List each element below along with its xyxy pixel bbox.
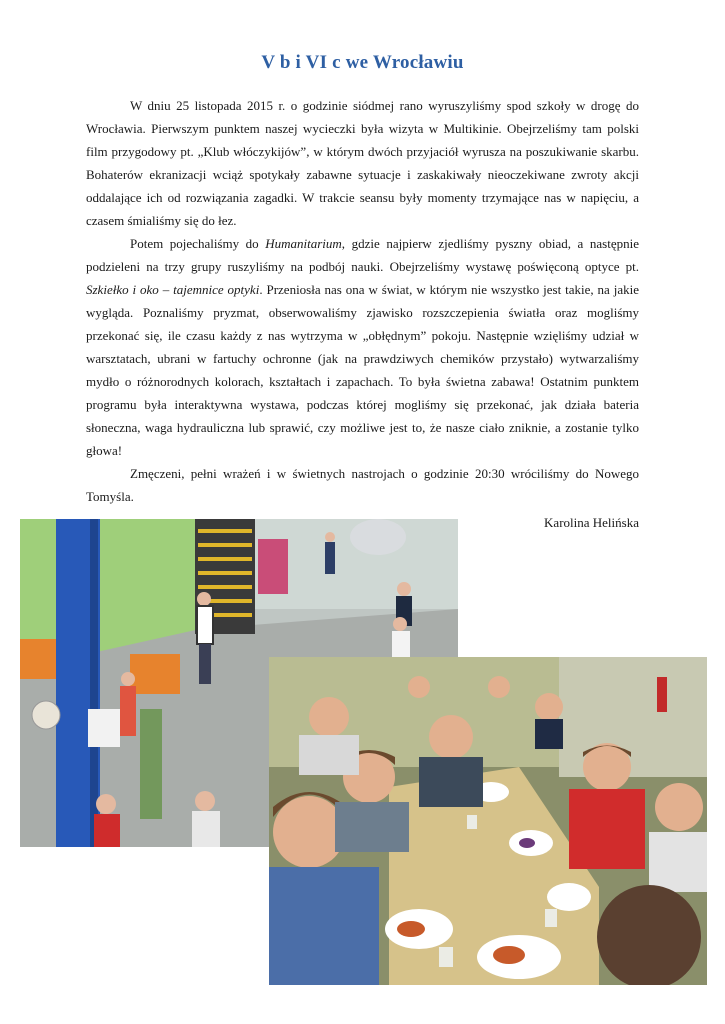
article-paragraph: [86, 462, 639, 508]
article-body: [86, 94, 639, 508]
italic-title-text: Szkiełko i oko – tajemnice optyki: [86, 282, 260, 297]
paragraph-text: W dniu 25 listopada 2015 r. o godzinie siódmej rano wyruszyliśmy spod szkoły w drogę do Wrocławia. Pierwszym punktem naszej wycieczki była wizyta w Multikinie. Obejrzeliśmy tam polski film przygodowy pt. „Klub włóczykijów”, w którym dwóch przyjaciół wyrusza na poszukiwanie skarbu. Bohaterów ekranizacji wciąż spotykały zabawne sytuacje i zaskakiwały nieoczekiwane zwroty akcji oddalające ich od rozwiązania zagadki. W trakcie seansu były momenty trzymające nas w napięciu, a czasem śmialiśmy się do łez.: [86, 98, 639, 228]
lunch-photo: [269, 657, 707, 985]
paragraph-text: Potem pojechaliśmy do: [130, 236, 266, 251]
article-paragraph: [86, 94, 639, 232]
paragraph-text: Zmęczeni, pełni wrażeń i w świetnych nastrojach o godzinie 20:30 wróciliśmy do Nowego Tomyśla.: [86, 466, 639, 504]
author-signature: Karolina Helińska: [544, 515, 639, 530]
paragraph-text: , gdzie najpierw zjedliśmy pyszny obiad, a następnie podzieleni na trzy grupy ruszyliśmy na podbój nauki. Obejrzeliśmy wystawę poświęconą optyce pt.: [86, 236, 639, 274]
italic-title-text: Humanitarium: [265, 236, 342, 251]
article-paragraph: [86, 232, 639, 462]
page-title: V b i VI c we Wrocławiu: [261, 52, 464, 73]
paragraph-text: . Przeniosła nas ona w świat, w którym nie wszystko jest takie, na jakie wygląda. Poznaliśmy pryzmat, obserwowaliśmy zjawisko rozszczepienia światła oraz mogliśmy przekonać się, ile czasu każdy z nas wytrzyma w „obłędnym” pokoju. Następnie wzięliśmy udział w warsztatach, ubrani w fartuchy ochronne (jak na prawdziwych chemików przystało) wytwarzaliśmy mydło o różnorodnych kolorach, kształtach i zapachach. To była świetna zabawa! Ostatnim punktem programu była interaktywna wystawa, podczas której mogliśmy się przekonać, jak działa bateria słoneczna, waga hydrauliczna lub sprawić, czy możliwe jest to, że nasze ciało zniknie, a zostanie tylko głowa!: [86, 282, 639, 458]
